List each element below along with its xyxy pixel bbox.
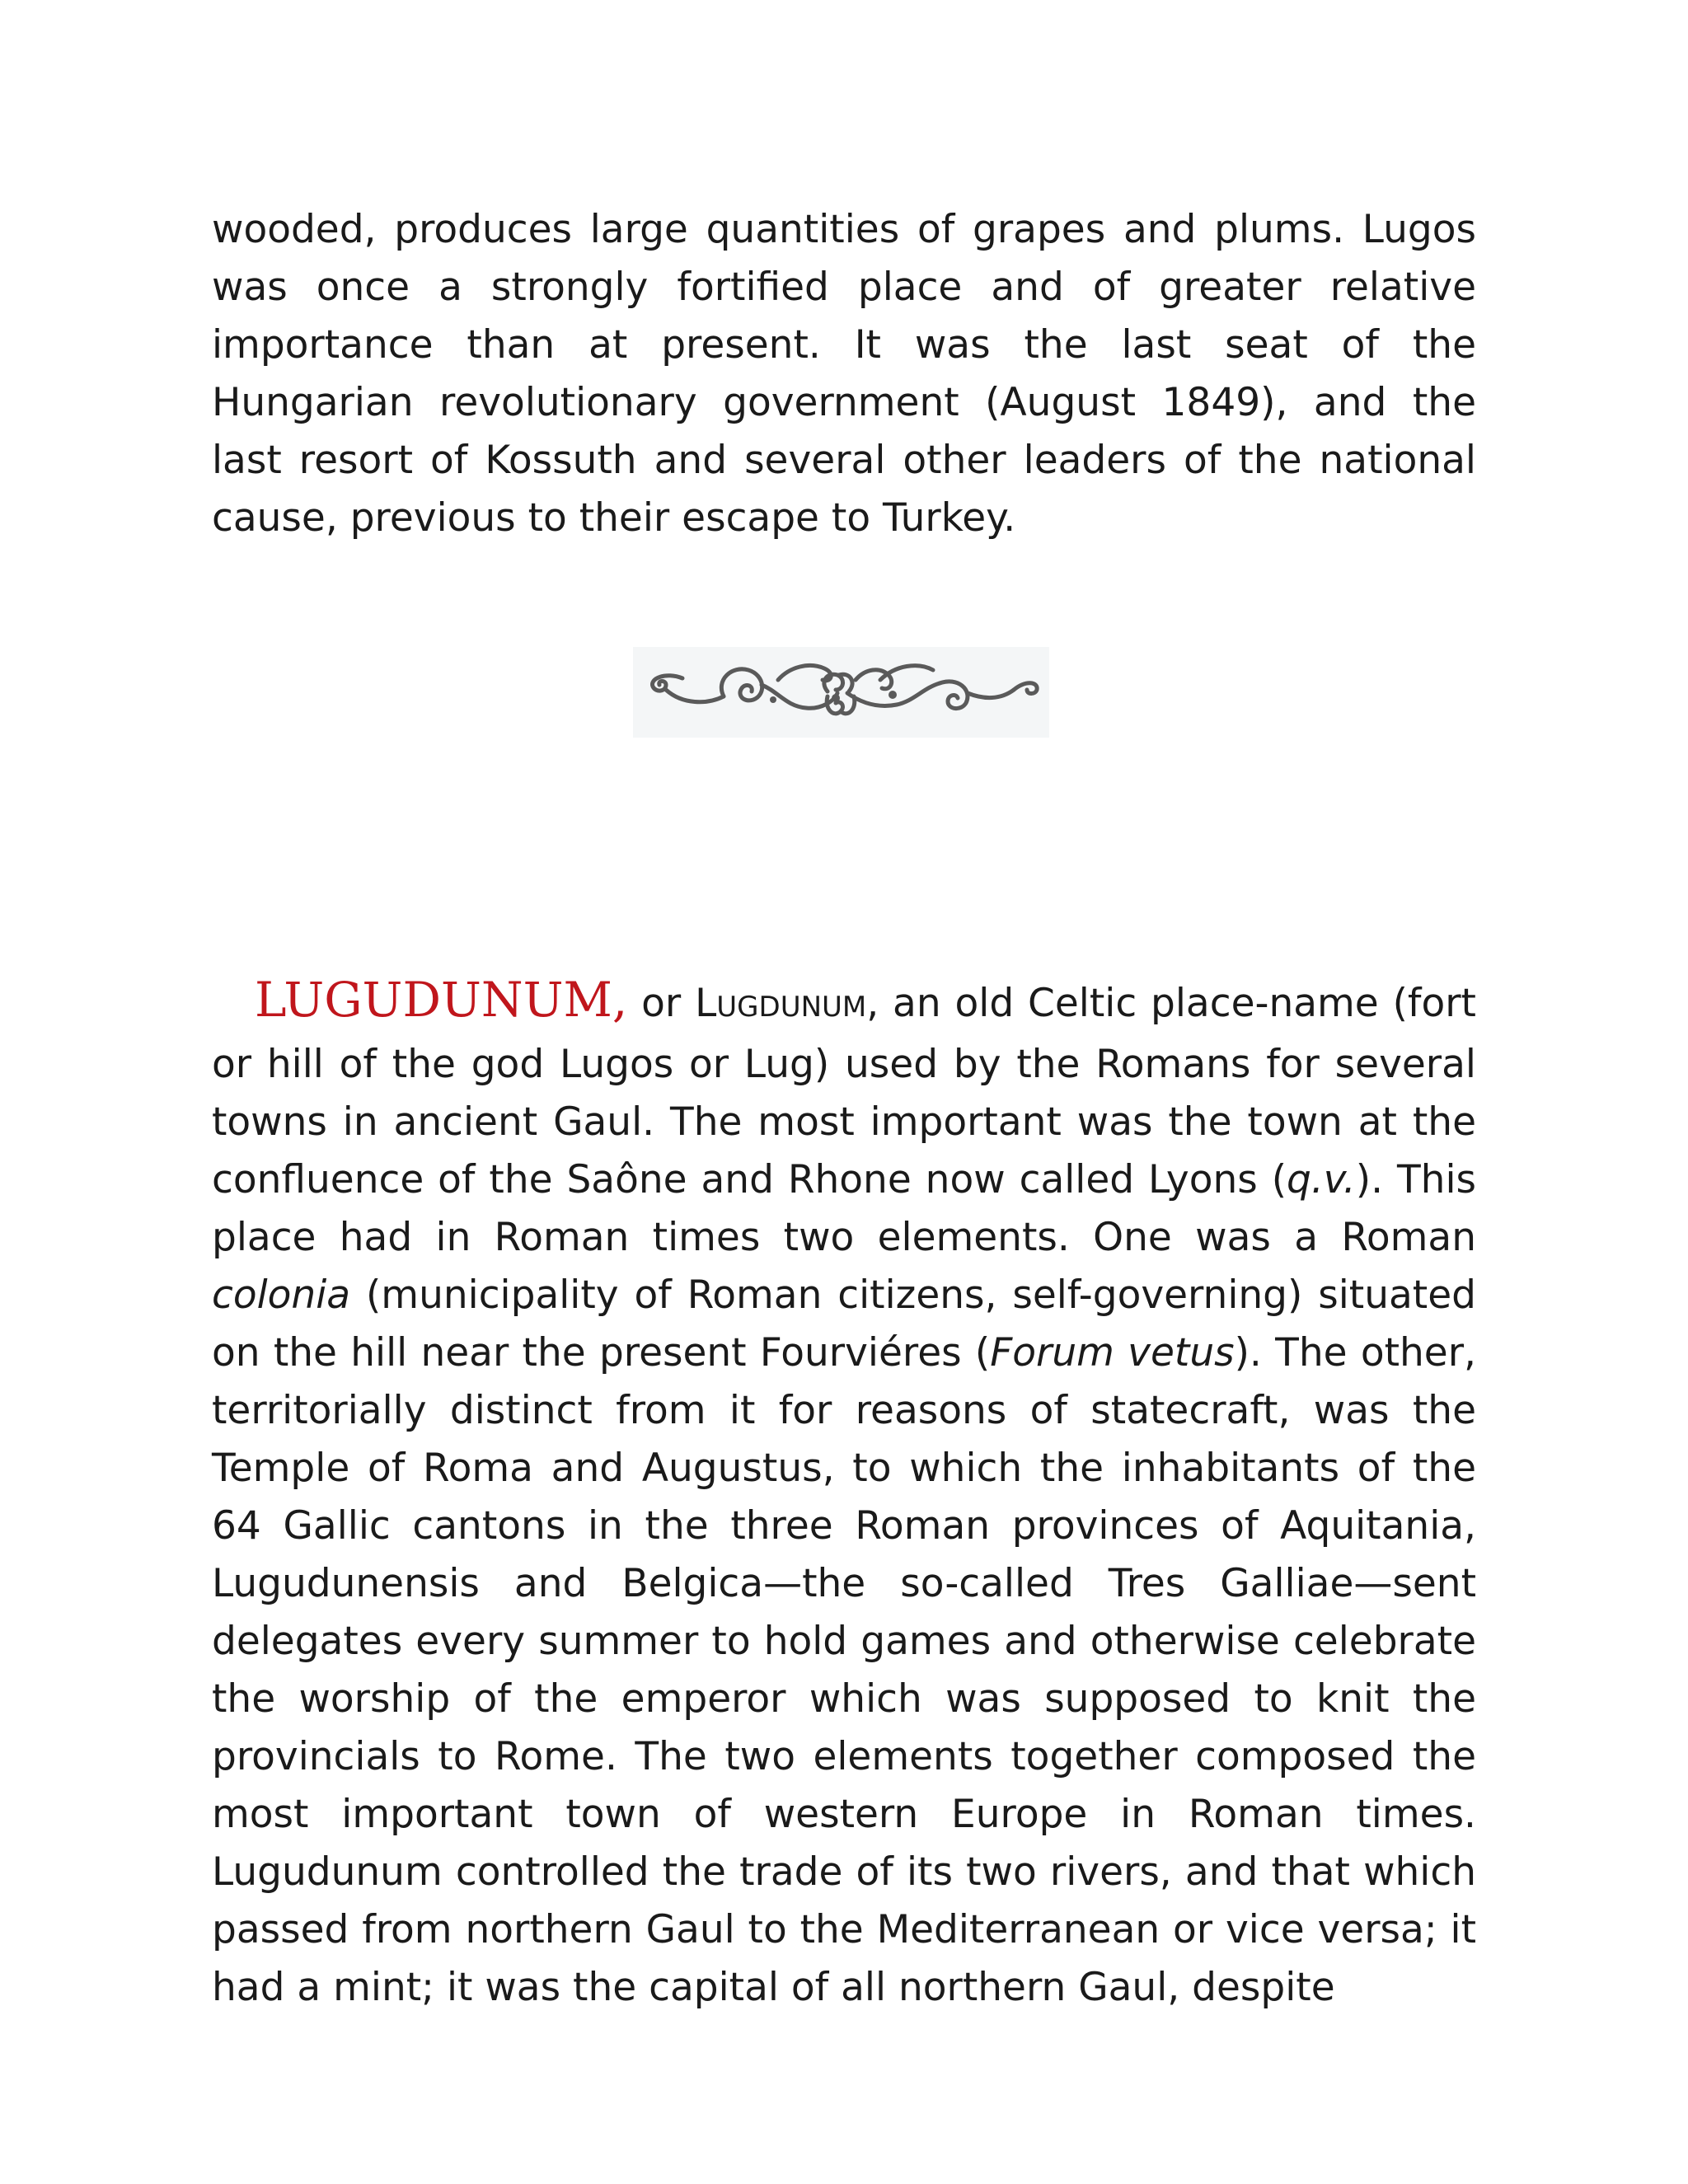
text-segment: ). This place had in Roman times two elements. One was a Roman <box>212 1157 1476 1260</box>
paragraph-lugos-continuation: wooded, produces large quantities of grapes and plums. Lugos was once a strongly fortified place and of greater relative importance than at present. It was the last seat of the Hungarian revolutionary government (August 1849), and the last resort of Kossuth and several other leaders of the national cause, previous to their escape to Turkey. <box>212 207 1476 541</box>
document-page <box>212 0 1476 2184</box>
entry-headword: LUGUDUNUM, <box>255 972 628 1028</box>
text-segment: (municipality of Roman citizens, self-governing) situated on the hill near the present Fourviéres ( <box>212 1272 1476 1376</box>
paragraph-lugudunum-entry <box>212 971 1476 2017</box>
scroll-ornament-icon <box>633 647 1049 738</box>
text-segment: , an old Celtic place-name (fort or hill of the god Lugos or Lug) used by the Romans for several towns in ancient Gaul. The most important was the town at the confluence of the Saône and Rhone now called Lyons ( <box>212 981 1476 1202</box>
text-segment: or <box>627 981 696 1026</box>
italic-term-forum-vetus: Forum vetus <box>990 1330 1235 1376</box>
alt-name-smallcaps <box>695 981 866 1026</box>
italic-term-colonia: colonia <box>212 1272 351 1318</box>
text-segment: ). The other, territorially distinct from it for reasons of statecraft, was the Temple of Roma and Augustus, to which the inhabitants of the 64 Gallic cantons in the three Roman provinces of Aquitania, Lugudunensis and Belgica—the so-called Tres Galliae—sent delegates every summer to hold games and otherwise celebrate the worship of the emperor which was supposed to knit the provincials to Rome. The two elements together composed the most important town of western Europe in Roman times. Lugudunum controlled the trade of its two rivers, and that which passed from northern Gaul to the Mediterranean or vice versa; it had a mint; it was the capital of all northern Gaul, despite <box>212 1330 1476 2010</box>
cross-reference-qv: q.v. <box>1287 1157 1356 1202</box>
alt-name-rest: UGDUNUM <box>716 991 867 1024</box>
alt-name-initial: L <box>695 981 717 1026</box>
